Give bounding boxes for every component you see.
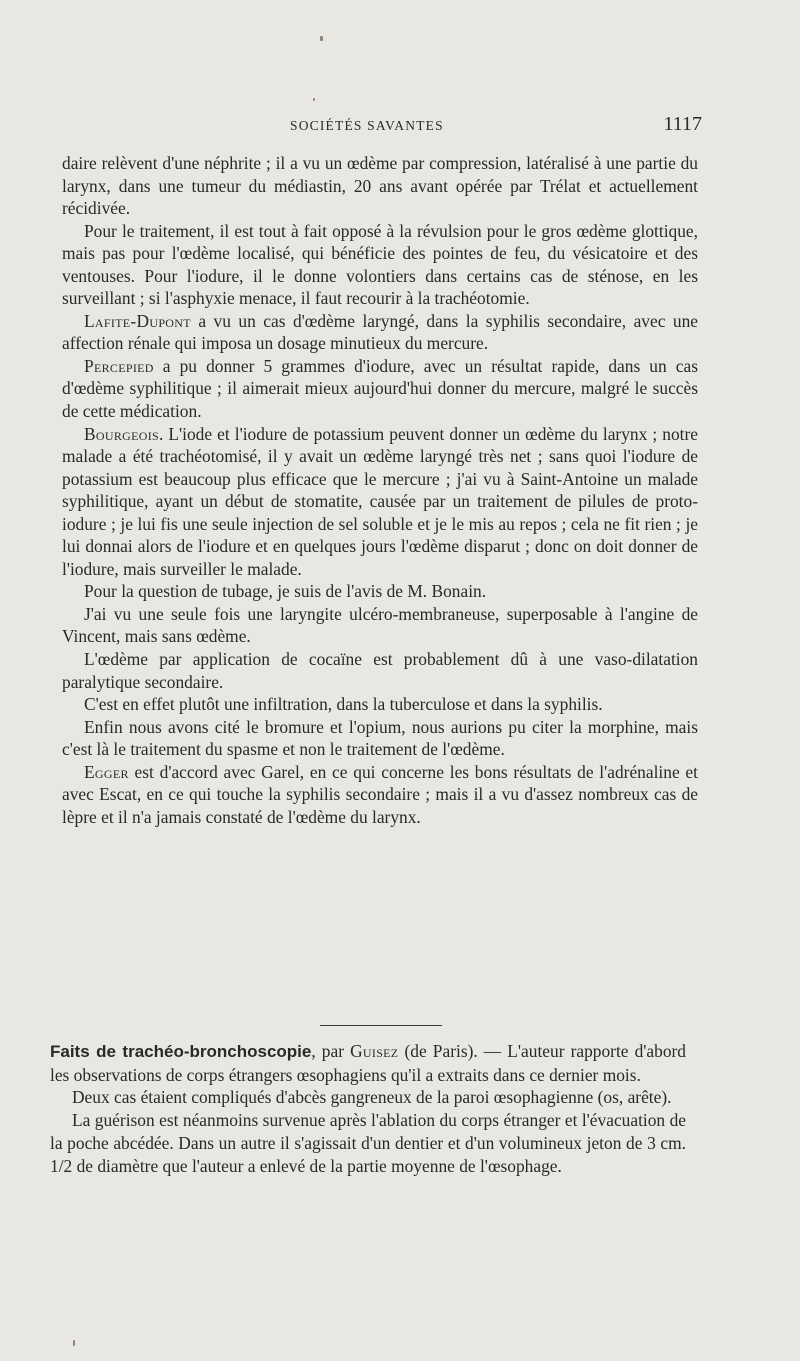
paragraph <box>62 220 698 310</box>
article-author: Guisez <box>350 1041 399 1061</box>
discussion-text <box>62 152 698 828</box>
paragraph-text: a vu un cas d'œdème laryngé, dans la syphilis secondaire, avec une affection rénale qui imposa un dosage minutieux du mercure. <box>62 310 698 354</box>
speaker-name: Lafite-Dupont <box>84 310 191 331</box>
paragraph-text: L'œdème par application de cocaïne est probablement dû à une vaso-dilatation paralytique secondaire. <box>62 649 698 692</box>
paragraph <box>62 693 698 716</box>
paragraph <box>50 1086 686 1109</box>
article-intro: (de Paris). — L'auteur rapporte d'abord les observations de corps étrangers œsophagiens qu'il a extraits dans ce dernier mois. <box>50 1041 687 1085</box>
speaker-name: Egger <box>84 761 129 782</box>
paragraph <box>62 716 698 761</box>
paragraph-text: La guérison est néanmoins survenue après l'ablation du corps étranger et l'évacuation de la poche abcédée. Dans un autre il s'agissait d'un dentier et d'un volumineux jeton de 3 cm. 1/2 de diamètre que l'auteur a enlevé de la partie moyenne de l'œsophage. <box>50 1110 686 1176</box>
paragraph <box>62 648 698 693</box>
speaker-name: Percepied <box>84 355 154 376</box>
paragraph <box>62 423 698 581</box>
paragraph-text: a pu donner 5 grammes d'iodure, avec un résultat rapide, dans un cas d'œdème syphilitique ; il aimerait mieux aujourd'hui donner du mercure, malgré le succès de cette médication. <box>62 355 698 422</box>
article-section <box>50 1040 686 1177</box>
running-title: SOCIÉTÉS SAVANTES <box>290 118 444 133</box>
page-header <box>290 113 702 143</box>
paragraph-text: Pour la question de tubage, je suis de l'avis de M. Bonain. <box>84 581 487 602</box>
paragraph <box>62 761 698 829</box>
paragraph <box>50 1109 686 1177</box>
page-number: 1117 <box>663 113 702 135</box>
paragraph-text: Enfin nous avons cité le bromure et l'opium, nous aurions pu citer la morphine, mais c'est là le traitement du spasme et non le traitement de l'œdème. <box>62 716 698 760</box>
section-divider <box>320 1025 442 1026</box>
paragraph-text: J'ai vu une seule fois une laryngite ulcéro-membraneuse, superposable à l'angine de Vincent, mais sans œdème. <box>62 603 698 647</box>
paragraph-text: Pour le traitement, il est tout à fait opposé à la révulsion pour le gros œdème glottique, mais pas pour l'œdème localisé, qui bénéficie des pointes de feu, du vésicatoire et des ventouses. Pour l'iodure, il le donne volontiers dans certains cas de sténose, en les surveillant ; si l'asphyxie menace, il faut recourir à la trachéotomie. <box>62 220 698 309</box>
paragraph-text: daire relèvent d'une néphrite ; il a vu un œdème par compression, latéralisé à une partie du larynx, dans une tumeur du médiastin, 20 ans avant opérée par Trélat et actuellement récidivée. <box>62 153 698 219</box>
print-speck <box>73 1340 75 1346</box>
speaker-name: Bourgeois <box>84 423 159 444</box>
article-lead <box>50 1040 686 1086</box>
paragraph <box>62 355 698 423</box>
paragraph <box>62 310 698 355</box>
paragraph-text: Deux cas étaient compliqués d'abcès gangreneux de la paroi œsophagienne (os, arête). <box>72 1087 672 1108</box>
paragraph-text: est d'accord avec Garel, en ce qui concerne les bons résultats de l'adrénaline et avec Escat, en ce qui touche la syphilis secondaire ; mais il a vu d'assez nombreux cas de lèpre et il n'a jamais constaté de l'œdème du larynx. <box>62 761 698 827</box>
paragraph-text: . L'iode et l'iodure de potassium peuvent donner un œdème du larynx ; notre malade a été trachéotomisé, il y avait un œdème laryngé très net ; sans quoi l'iodure de potassium est beaucoup plus efficace que le mercure ; j'ai vu à Saint-Antoine un malade syphilitique, ayant un début de stomatite, causée par un traitement de pilules de proto-iodure ; je lui fis une seule injection de sel soluble et je le mis au repos ; cela ne fit rien ; je lui donnai alors de l'iodure et en quelques jours l'œdème disparut ; donc on doit donner de l'iodure, mais surveiller le malade. <box>62 423 698 579</box>
byline-connector: , par <box>311 1041 351 1061</box>
article-title: Faits de trachéo-bronchoscopie <box>50 1042 312 1061</box>
paragraph <box>62 580 698 603</box>
print-speck <box>313 98 315 101</box>
print-speck <box>320 36 323 41</box>
paragraph-text: C'est en effet plutôt une infiltration, dans la tuberculose et dans la syphilis. <box>84 694 603 715</box>
paragraph <box>62 152 698 220</box>
paragraph <box>62 603 698 648</box>
